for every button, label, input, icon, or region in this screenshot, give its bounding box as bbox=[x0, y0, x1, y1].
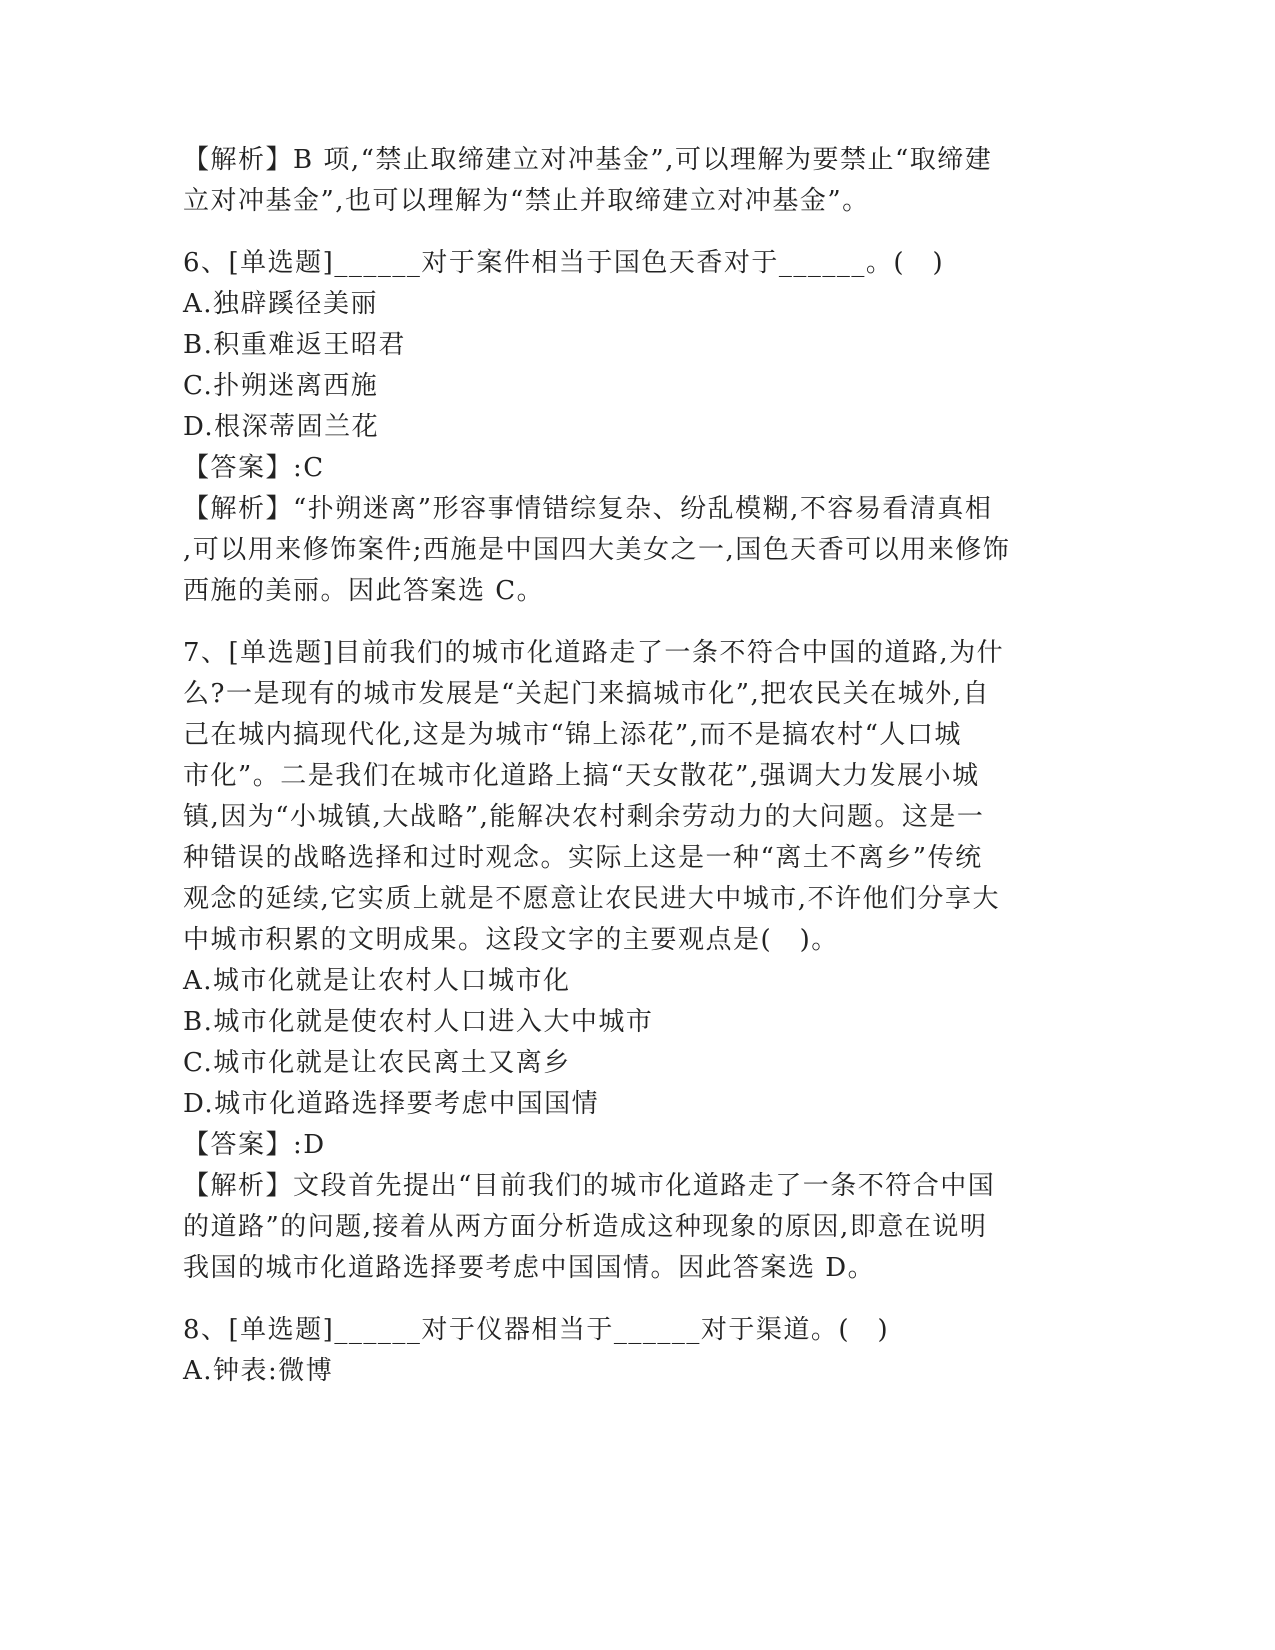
question-6 bbox=[183, 243, 1083, 612]
q5-explanation-line-1: 【解析】B 项,“禁止取缔建立对冲基金”,可以理解为要禁止“取缔建 bbox=[183, 145, 993, 175]
q7-answer: 【答案】:D bbox=[183, 1130, 326, 1160]
q7-option-c: C.城市化就是让农民离土又离乡 bbox=[183, 1048, 571, 1078]
q7-explanation-line-3: 我国的城市化道路选择要考虑中国国情。因此答案选 D。 bbox=[183, 1253, 876, 1283]
q8-option-a: A.钟表:微博 bbox=[183, 1356, 334, 1386]
q6-option-d: D.根深蒂固兰花 bbox=[183, 412, 380, 442]
q7-explanation-line-1: 【解析】文段首先提出“目前我们的城市化道路走了一条不符合中国 bbox=[183, 1171, 996, 1201]
q6-answer: 【答案】:C bbox=[183, 453, 325, 483]
q7-question-line-5: 镇,因为“小城镇,大战略”,能解决农村剩余劳动力的大问题。这是一 bbox=[183, 802, 985, 832]
q6-explanation-line-1: 【解析】“扑朔迷离”形容事情错综复杂、纷乱模糊,不容易看清真相 bbox=[183, 494, 993, 524]
q7-question-line-2: 么?一是现有的城市发展是“关起门来搞城市化”,把农民关在城外,自 bbox=[183, 679, 991, 709]
question-7 bbox=[183, 633, 1083, 1289]
q6-explanation-line-3: 西施的美丽。因此答案选 C。 bbox=[183, 576, 545, 606]
q6-explanation-line-2: ,可以用来修饰案件;西施是中国四大美女之一,国色天香可以用来修饰 bbox=[183, 535, 1011, 565]
q5-explanation-line-2: 立对冲基金”,也可以理解为“禁止并取缔建立对冲基金”。 bbox=[183, 186, 870, 216]
q7-explanation-line-2: 的道路”的问题,接着从两方面分析造成这种现象的原因,即意在说明 bbox=[183, 1212, 988, 1242]
q7-option-d: D.城市化道路选择要考虑中国国情 bbox=[183, 1089, 600, 1119]
q7-question-line-8: 中城市积累的文明成果。这段文字的主要观点是( )。 bbox=[183, 925, 839, 955]
q6-question-text: 6、[单选题]______对于案件相当于国色天香对于______。( ) bbox=[183, 248, 945, 278]
document-page bbox=[183, 140, 1083, 1392]
question-8 bbox=[183, 1310, 1083, 1392]
q6-option-a: A.独辟蹊径美丽 bbox=[183, 289, 379, 319]
q7-option-b: B.城市化就是使农村人口进入大中城市 bbox=[183, 1007, 654, 1037]
q7-option-a: A.城市化就是让农村人口城市化 bbox=[183, 966, 571, 996]
q5-explanation bbox=[183, 140, 1083, 222]
q6-option-c: C.扑朔迷离西施 bbox=[183, 371, 379, 401]
q8-question-text: 8、[单选题]______对于仪器相当于______对于渠道。( ) bbox=[183, 1315, 890, 1345]
q7-question-line-1: 7、[单选题]目前我们的城市化道路走了一条不符合中国的道路,为什 bbox=[183, 638, 1005, 668]
q7-question-line-7: 观念的延续,它实质上就是不愿意让农民进大中城市,不许他们分享大 bbox=[183, 884, 1001, 914]
q7-question-line-3: 己在城内搞现代化,这是为城市“锦上添花”,而不是搞农村“人口城 bbox=[183, 720, 962, 750]
q7-question-line-6: 种错误的战略选择和过时观念。实际上这是一种“离土不离乡”传统 bbox=[183, 843, 983, 873]
q7-question-line-4: 市化”。二是我们在城市化道路上搞“天女散花”,强调大力发展小城 bbox=[183, 761, 980, 791]
q6-option-b: B.积重难返王昭君 bbox=[183, 330, 406, 360]
